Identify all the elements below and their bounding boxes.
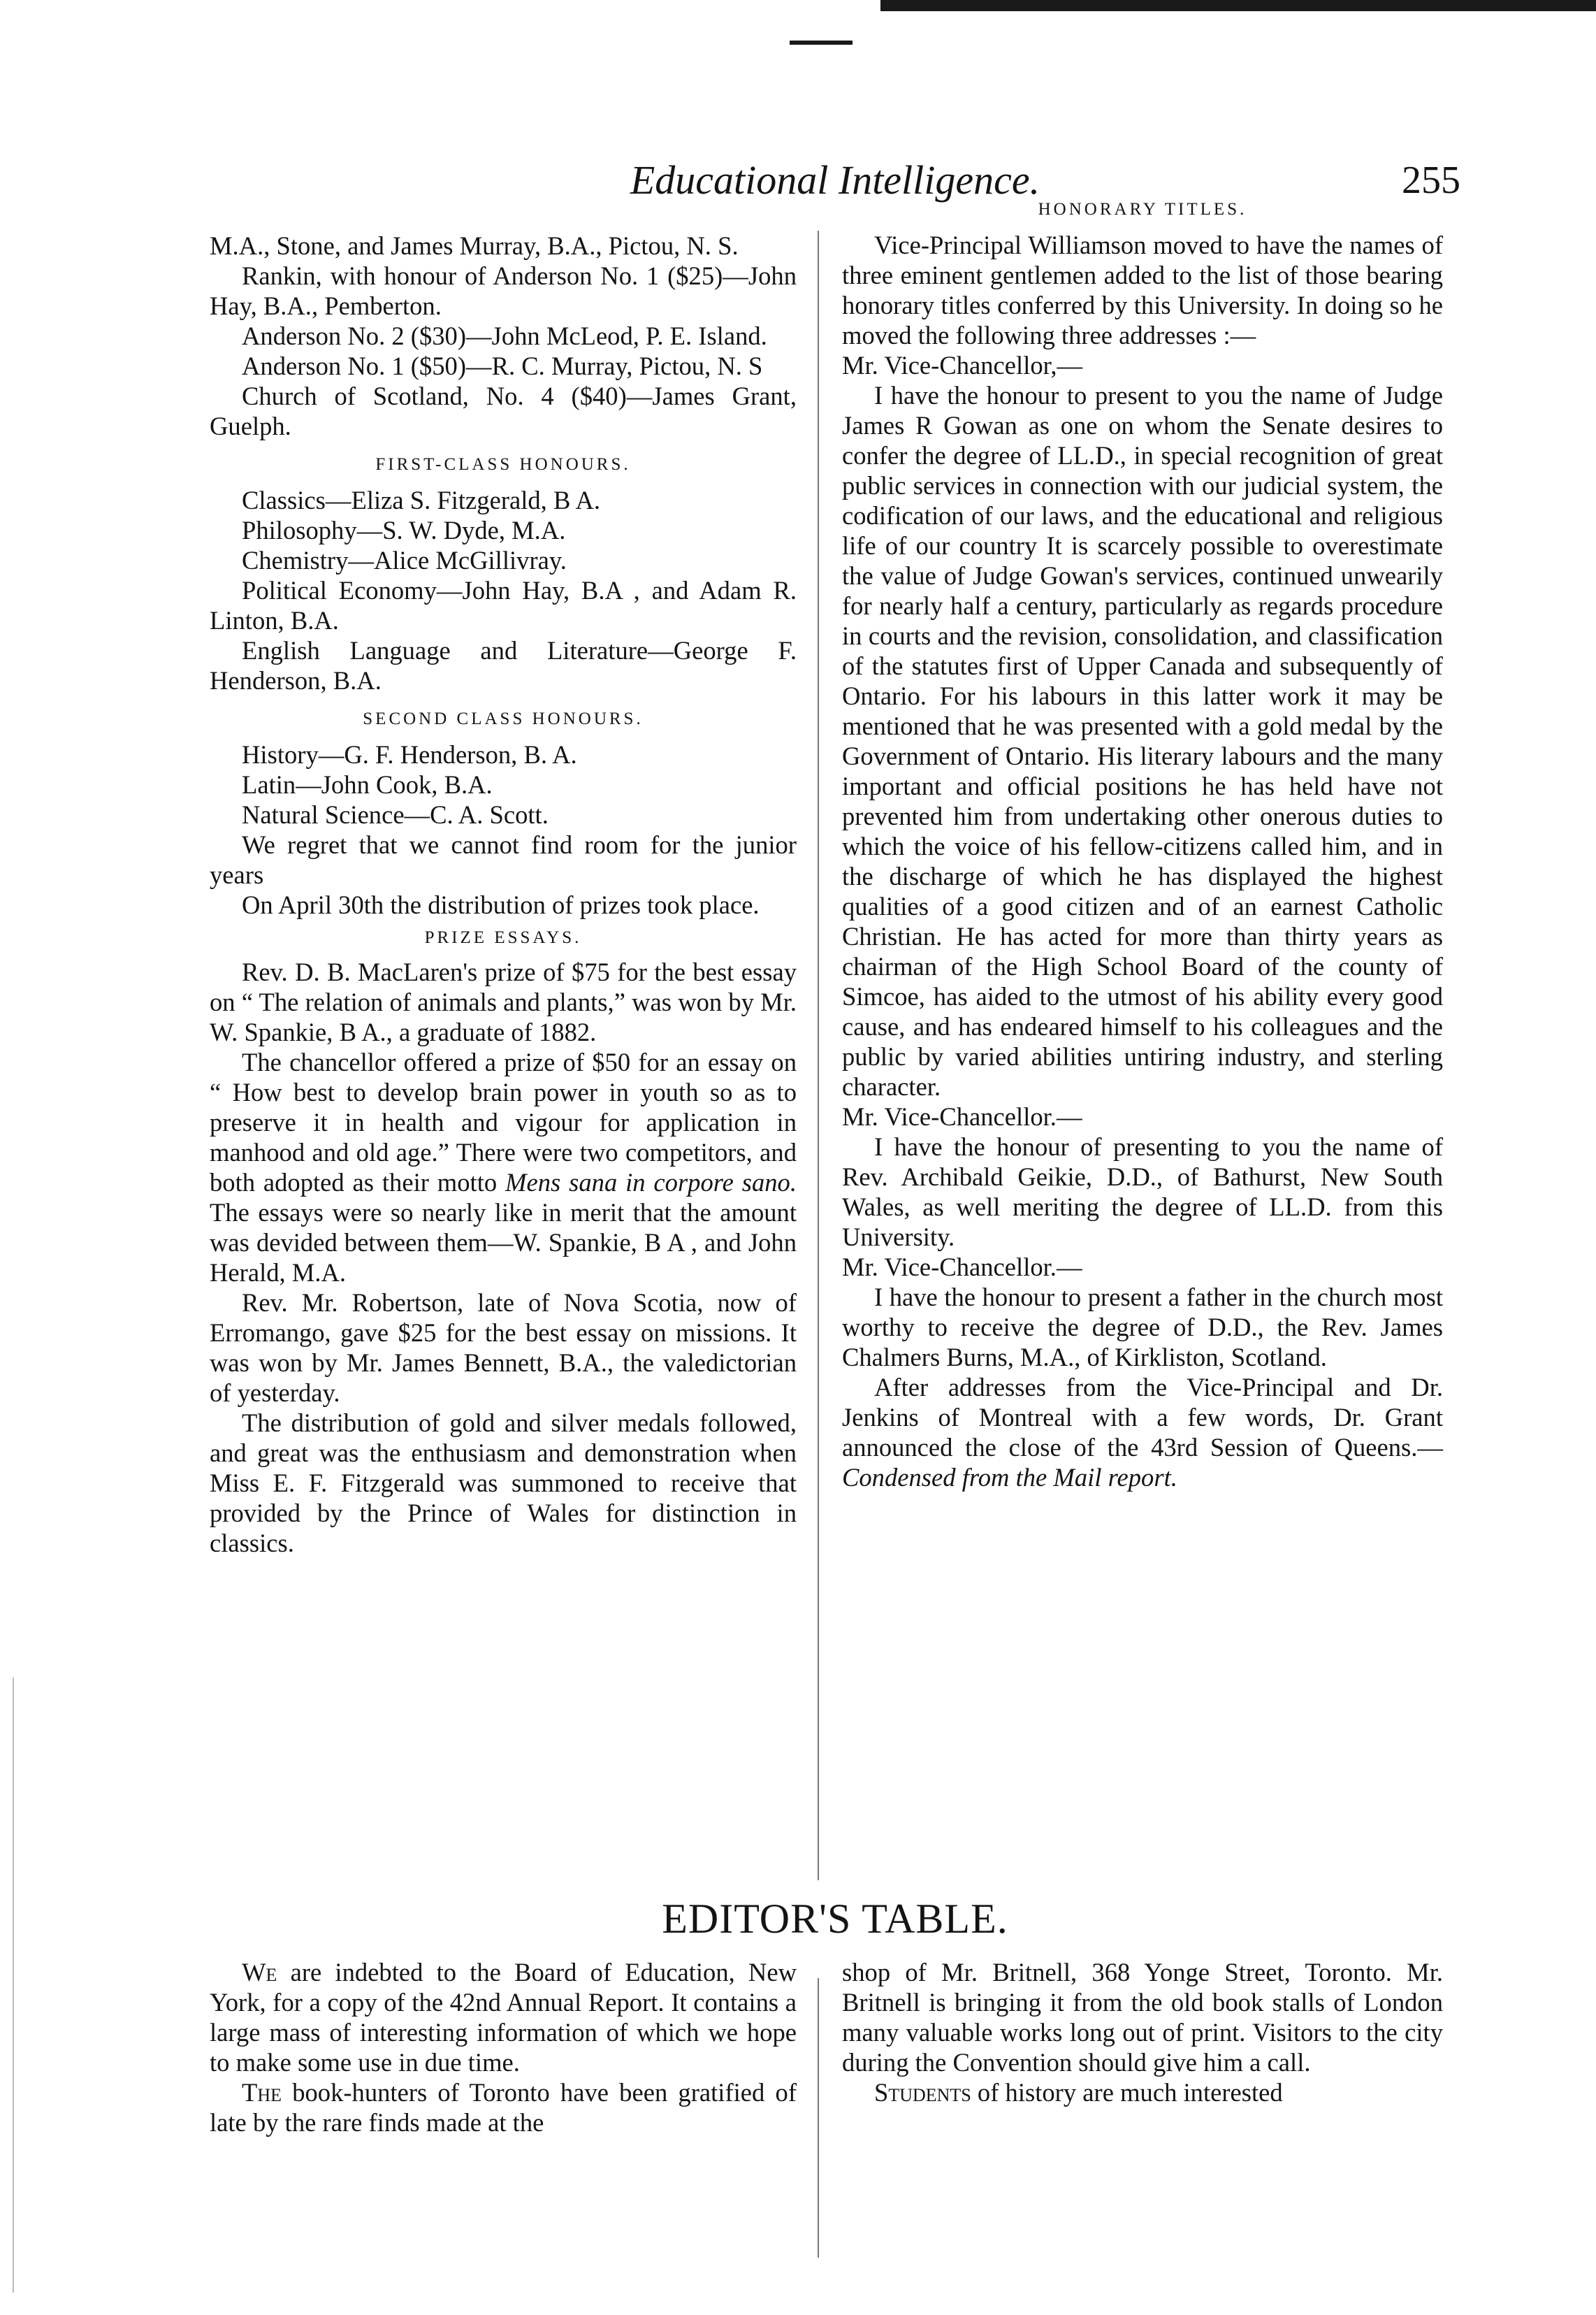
chancellor-text-pre: The chancellor offered a prize of $50 for an essay on “ How best to develop brain power in youth so as to preserve it in health and vigour for application in manhood and old age.” There were two competitors, and both adopted as their motto — [210, 1048, 797, 1197]
right-column-bottom — [842, 1957, 1443, 2107]
closing-paragraph — [842, 1372, 1443, 1492]
address-body: I have the honour to present to you the name of Judge James R Gowan as one on whom the Senate desires to confer the degree of LL.D., in special recognition of great public services in connection with our judicial system, the codification of our laws, and the educational and religious life of our country It is scarcely possible to overestimate the value of Judge Gowan's services, continued unwearily for nearly half a century, particularly as regards procedure in courts and the revision, consolidation, and classification of the statutes first of Upper Canada and subsequently of Ontario. For his labours in this latter work it may be mentioned that he was presented with a gold medal by the Government of Ontario. His literary labours and the many important and official positions he has held have not prevented him from undertaking other onerous duties to which the voice of his fellow-citizens called him, and in the discharge of which he has displayed the highest qualities of a good citizen and of an earnest Catholic Christian. He has acted for more than thirty years as chairman of the High School Board of the county of Simcoe, has aided to the utmost of his ability every good cause, and has endeared himself to his colleagues and the public by varied abilities untiring industry, and sterling character. — [842, 381, 1443, 1101]
editors-paragraph — [210, 2077, 797, 2137]
prize-essays-heading: PRIZE ESSAYS. — [424, 928, 582, 947]
address-body: I have the honour to present a father in the church most worthy to receive the degree of D.D., the Rev. James Chalmers Burns, M.A., of Kirkliston, Scotland. — [842, 1283, 1443, 1371]
honour-entry: Classics—Eliza S. Fitzgerald, B A. — [242, 486, 601, 514]
honorary-intro: Vice-Principal Williamson moved to have the names of three eminent gentlemen added to the list of those bearing honorary titles conferred by this University. In doing so he moved the following three addresses :— — [842, 231, 1443, 349]
right-column-top — [842, 194, 1443, 1492]
honour-entry: Natural Science—C. A. Scott. — [242, 800, 549, 829]
scan-margin-line — [13, 1678, 14, 2293]
paragraph-text: book-hunters of Toronto have been gratified of late by the rare finds made at the — [210, 2078, 797, 2137]
april-note: On April 30th the distribution of prizes took place. — [242, 890, 760, 919]
address-salutation: Mr. Vice-Chancellor,— — [842, 351, 1083, 380]
editors-paragraph-continued: shop of Mr. Britnell, 368 Yonge Street, Toronto. Mr. Britnell is bringing it from the old book stalls of London many valuable works long out of print. Visitors to the city during the Convention should give him a call. — [842, 1958, 1443, 2077]
scan-edge-dash — [790, 41, 853, 45]
honour-entry: Political Economy—John Hay, B.A , and Adam R. Linton, B.A. — [210, 576, 797, 635]
closing-text: After addresses from the Vice-Principal and Dr. Jenkins of Montreal with a few words, Dr. Grant announced the close of the 43rd Session of Queens.— — [842, 1373, 1443, 1462]
second-class-heading: SECOND CLASS HONOURS. — [363, 709, 644, 728]
closing-source: Condensed from the Mail report. — [842, 1463, 1177, 1492]
honour-entry: Latin—John Cook, B.A. — [242, 770, 493, 799]
left-column-top — [210, 231, 797, 1558]
honour-entry: History—G. F. Henderson, B. A. — [242, 740, 577, 769]
column-rule — [818, 1978, 819, 2258]
award-entry: Rankin, with honour of Anderson No. 1 ($25)—John Hay, B.A., Pemberton. — [210, 261, 797, 320]
award-entry: Church of Scotland, No. 4 ($40)—James Grant, Guelph. — [210, 382, 797, 440]
regret-note: We regret that we cannot find room for the junior years — [210, 830, 797, 889]
medals-paragraph: The distribution of gold and silver medals followed, and great was the enthusiasm and demonstration when Miss E. F. Fitzgerald was summoned to receive that provided by the Prince of Wales for distinction in classics. — [210, 1408, 797, 1557]
maclaren-paragraph: Rev. D. B. MacLaren's prize of $75 for the best essay on “ The relation of animals and plants,” was won by Mr. W. Spankie, B A., a graduate of 1882. — [210, 958, 797, 1046]
honour-entry: English Language and Literature—George F. Henderson, B.A. — [210, 636, 797, 695]
left-column-bottom — [210, 1957, 797, 2137]
lead-word: The — [242, 2078, 282, 2107]
page-number: 255 — [1402, 159, 1460, 202]
first-class-heading: FIRST-CLASS HONOURS. — [375, 455, 631, 474]
address-salutation: Mr. Vice-Chancellor.— — [842, 1253, 1082, 1281]
robertson-paragraph: Rev. Mr. Robertson, late of Nova Scotia, now of Erromango, gave $25 for the best essay on missions. It was won by Mr. James Bennett, B.A., the valedictorian of yesterday. — [210, 1288, 797, 1407]
editors-table-heading: EDITOR'S TABLE. — [662, 1896, 1008, 1942]
address-salutation: Mr. Vice-Chancellor.— — [842, 1102, 1082, 1131]
address-body: I have the honour of presenting to you the name of Rev. Archibald Geikie, D.D., of Bathurst, New South Wales, as well meriting the degree of LL.D. from this University. — [842, 1132, 1443, 1251]
scan-edge-bar — [880, 0, 1596, 11]
column-rule — [818, 231, 819, 1880]
editors-paragraph — [210, 1957, 797, 2077]
motto: Mens sana in corpore sano. — [505, 1168, 797, 1197]
paragraph-text: of history are much interested — [971, 2078, 1283, 2107]
lead-word: Students — [874, 2078, 971, 2107]
honorary-titles-heading: HONORARY TITLES. — [1038, 200, 1247, 219]
paragraph-text: are indebted to the Board of Education, New York, for a copy of the 42nd Annual Report. It contains a large mass of interesting information of which we hope to make some use in due time. — [210, 1958, 797, 2077]
award-entry: Anderson No. 2 ($30)—John McLeod, P. E. Island. — [242, 322, 767, 350]
honour-entry: Chemistry—Alice McGillivray. — [242, 546, 567, 575]
award-entry: M.A., Stone, and James Murray, B.A., Pictou, N. S. — [210, 231, 739, 260]
editors-paragraph — [842, 2077, 1443, 2107]
chancellor-text-post: The essays were so nearly like in merit that the amount was devided between them—W. Spankie, B A , and John Herald, M.A. — [210, 1198, 797, 1287]
honour-entry: Philosophy—S. W. Dyde, M.A. — [242, 516, 566, 545]
award-entry: Anderson No. 1 ($50)—R. C. Murray, Pictou, N. S — [242, 352, 763, 380]
lead-word: We — [242, 1958, 277, 1986]
running-title: Educational Intelligence. — [630, 157, 1040, 203]
chancellor-paragraph — [210, 1047, 797, 1288]
